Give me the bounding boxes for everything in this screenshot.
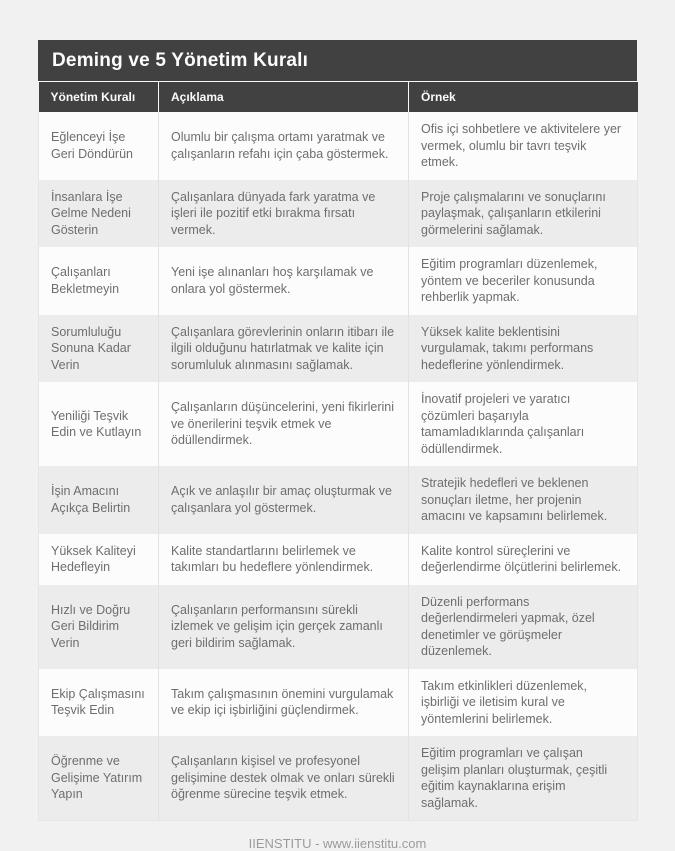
deming-rules-table-card	[38, 40, 637, 821]
table-row	[39, 112, 638, 180]
table-row	[39, 180, 638, 248]
column-header-kural: Yönetim Kuralı	[39, 82, 159, 112]
table-row	[39, 534, 638, 585]
table-row	[39, 669, 638, 737]
table-row	[39, 382, 638, 466]
cell-ornek: Eğitim programları düzenlemek, yöntem ve beceriler konusunda rehberlik yapmak.	[409, 247, 638, 315]
cell-ornek: Yüksek kalite beklentisini vurgulamak, takımı performans hedeflerine yönlendirmek.	[409, 315, 638, 383]
cell-kural: Yeniliği Teşvik Edin ve Kutlayın	[51, 408, 142, 439]
table-row	[39, 736, 638, 821]
cell-kural: Hızlı ve Doğru Geri Bildirim Verin	[51, 602, 131, 650]
table-row	[39, 466, 638, 534]
column-header-ornek: Örnek	[409, 82, 638, 112]
cell-kural: Eğlenceyi İşe Geri Döndürün	[51, 130, 133, 161]
cell-kural: Sorumluluğu Sonuna Kadar Verin	[51, 324, 131, 372]
cell-ornek: İnovatif projeleri ve yaratıcı çözümleri başarıyla tamamladıklarında çalışanları ödüllendirmek.	[409, 382, 638, 466]
cell-kural: Çalışanları Bekletmeyin	[51, 265, 120, 296]
table-header	[39, 82, 638, 112]
cell-kural: Ekip Çalışmasını Teşvik Edin	[51, 686, 145, 718]
table-title: Deming ve 5 Yönetim Kuralı	[38, 40, 637, 82]
cell-aciklama: Çalışanların düşüncelerini, yeni fikirlerini ve önerilerini teşvik etmek ve ödüllendirmek.	[159, 382, 409, 466]
cell-aciklama: Olumlu bir çalışma ortamı yaratmak ve çalışanların refahı için çaba göstermek.	[159, 112, 409, 180]
cell-ornek: Proje çalışmalarını ve sonuçlarını paylaşmak, çalışanların etkilerini görmelerini sağlamak.	[409, 180, 638, 248]
cell-kural: İşin Amacını Açıkça Belirtin	[51, 484, 131, 515]
table-row	[39, 585, 638, 669]
column-header-aciklama: Açıklama	[159, 82, 409, 112]
cell-ornek: Stratejik hedefleri ve beklenen sonuçları iletme, her projenin amacını ve kapsamını belirlemek.	[409, 466, 638, 534]
table-body	[39, 112, 638, 821]
cell-ornek: Ofis içi sohbetlere ve aktivitelere yer vermek, olumlu bir tavrı teşvik etmek.	[409, 112, 638, 180]
cell-aciklama: Kalite standartlarını belirlemek ve takımları bu hedeflere yönlendirmek.	[159, 534, 409, 585]
cell-ornek: Düzenli performans değerlendirmeleri yapmak, özel denetimler ve görüşmeler düzenlemek.	[409, 585, 638, 669]
cell-aciklama: Çalışanlara dünyada fark yaratma ve işleri ile pozitif etki bırakma fırsatı vermek.	[159, 180, 409, 248]
footer-credit: IIENSTITU - www.iienstitu.com	[248, 836, 427, 851]
cell-kural: Yüksek Kaliteyi Hedefleyin	[51, 543, 136, 574]
deming-rules-table	[38, 82, 638, 821]
cell-ornek: Kalite kontrol süreçlerini ve değerlendirme ölçütlerini belirlemek.	[409, 534, 638, 585]
cell-kural: Öğrenme ve Gelişime Yatırım Yapın	[51, 754, 143, 802]
cell-aciklama: Takım çalışmasının önemini vurgulamak ve ekip içi işbirliğini güçlendirmek.	[159, 669, 409, 737]
cell-ornek: Eğitim programları ve çalışan gelişim planları oluşturmak, çeşitli eğitim kaynaklarına erişim sağlamak.	[409, 736, 638, 821]
table-row	[39, 315, 638, 383]
cell-ornek: Takım etkinlikleri düzenlemek, işbirliği ve iletisim kural ve yöntemlerini belirlemek.	[409, 669, 638, 737]
cell-aciklama: Çalışanların performansını sürekli izlemek ve gelişim için gerçek zamanlı geri bildirim sağlamak.	[159, 585, 409, 669]
cell-aciklama: Çalışanların kişisel ve profesyonel gelişimine destek olmak ve onları sürekli öğrenme sürecine teşvik etmek.	[159, 736, 409, 821]
cell-kural: İnsanlara İşe Gelme Nedeni Gösterin	[51, 189, 131, 237]
cell-aciklama: Açık ve anlaşılır bir amaç oluşturmak ve çalışanlara yol göstermek.	[159, 466, 409, 534]
cell-aciklama: Yeni işe alınanları hoş karşılamak ve onlara yol göstermek.	[159, 247, 409, 315]
cell-aciklama: Çalışanlara görevlerinin onların itibarı ile ilgili olduğunu hatırlatmak ve kalite için sorumluluk alınmasını sağlamak.	[159, 315, 409, 383]
table-row	[39, 247, 638, 315]
